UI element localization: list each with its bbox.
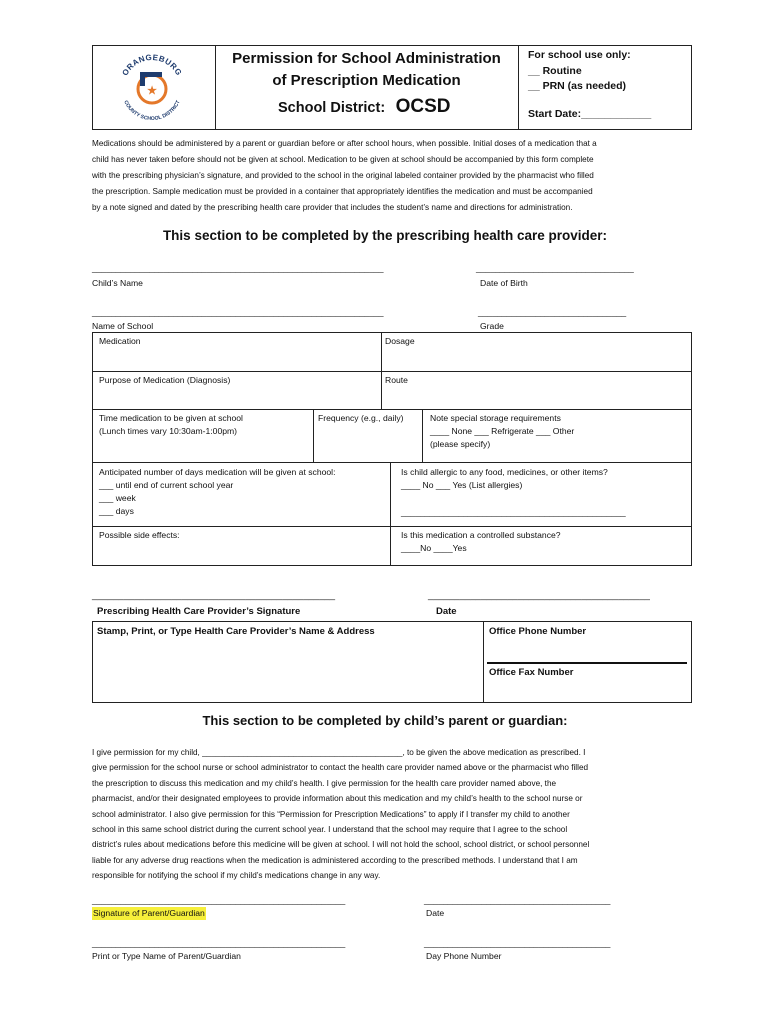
days-option-year[interactable]: ___ until end of current school year: [99, 480, 234, 490]
parent-permission-paragraph: [92, 745, 692, 884]
permission-line: school in this same school district during the current school year. I understand that the school may require that I agree to the school: [92, 825, 568, 835]
parent-section-heading: This section to be completed by child’s parent or guardian:: [202, 713, 568, 728]
table-rule: [92, 526, 692, 527]
table-rule: [92, 462, 692, 463]
frequency-field[interactable]: Frequency (e.g., daily): [318, 413, 404, 423]
intro-paragraph: [92, 136, 692, 216]
days-title: Anticipated number of days medication will be given at school:: [99, 467, 336, 477]
permission-line: liable for any adverse drug reactions when the medication is administered according to the prescribed methods. I understand that I am: [92, 855, 578, 865]
table-rule: [390, 462, 391, 566]
controlled-question: Is this medication a controlled substance?: [401, 530, 561, 540]
storage-options[interactable]: ____ None ___ Refrigerate ___ Other: [430, 426, 575, 436]
provider-stamp-field[interactable]: Stamp, Print, or Type Health Care Provider’s Name & Address: [97, 626, 375, 637]
permission-line: responsible for notifying the school if my child’s medications change in any way.: [92, 871, 381, 881]
provider-section-heading: This section to be completed by the prescribing health care provider:: [162, 228, 608, 243]
parent-signature-label: Signature of Parent/Guardian: [93, 908, 205, 918]
days-option-week[interactable]: ___ week: [99, 493, 136, 503]
school-name-line[interactable]: _____________________________________________________________: [92, 307, 384, 317]
allergic-options[interactable]: ____ No ___ Yes (List allergies): [401, 480, 523, 490]
start-date-field[interactable]: Start Date:____________: [528, 108, 652, 120]
header-divider: [518, 45, 519, 130]
parent-print-name-label: Print or Type Name of Parent/Guardian: [92, 951, 241, 961]
allergy-list-line[interactable]: _______________________________________________: [401, 507, 626, 517]
permission-line: the prescription to discuss this medication and my child’s health. I give permission for the health care provider named above, the: [92, 778, 557, 788]
parent-phone-label: Day Phone Number: [426, 951, 502, 961]
child-name-line[interactable]: _____________________________________________________________: [92, 263, 384, 273]
provider-signature-line[interactable]: ______________________________________________: [92, 590, 336, 601]
storage-specify: (please specify): [430, 439, 491, 449]
svg-text:★: ★: [147, 85, 157, 97]
permission-line: district’s rules about medications before this medicine will be given at school. I will not hold the school, school district, or school personnel: [92, 840, 590, 850]
provider-date-label: Date: [436, 606, 457, 617]
allergic-question: Is child allergic to any food, medicines, or other items?: [401, 467, 608, 477]
routine-option[interactable]: __ Routine: [528, 65, 582, 77]
provider-date-line[interactable]: __________________________________________: [428, 590, 650, 601]
dosage-field[interactable]: Dosage: [385, 336, 415, 346]
dob-line[interactable]: _________________________________: [476, 263, 634, 273]
permission-line: pharmacist, and/or their designated employees to provide information about this medication and my child’s health to the school nurse or: [92, 794, 583, 804]
grade-line[interactable]: _______________________________: [478, 307, 627, 317]
school-name-label: Name of School: [92, 321, 154, 331]
prn-option[interactable]: __ PRN (as needed): [528, 80, 627, 92]
office-phone-rule: [487, 662, 687, 664]
medication-field[interactable]: Medication: [99, 336, 141, 346]
time-given-field[interactable]: Time medication to be given at school: [99, 413, 243, 423]
intro-line: by a note signed and dated by the prescribing health care provider that includes the student’s name and directions for administration.: [92, 203, 573, 212]
intro-line: with the prescribing physician’s signature, and provided to the school in the original labeled container provided by the pharmacist who filled: [92, 171, 594, 180]
office-phone-field[interactable]: Office Phone Number: [489, 626, 587, 637]
school-district-value: OCSD: [395, 96, 451, 117]
controlled-options[interactable]: ____No ____Yes: [401, 543, 467, 553]
office-fax-field[interactable]: Office Fax Number: [489, 667, 574, 678]
lunch-times-note: (Lunch times vary 10:30am-1:00pm): [99, 426, 238, 436]
days-option-days[interactable]: ___ days: [99, 506, 134, 516]
table-rule: [381, 332, 382, 409]
table-rule: [92, 371, 692, 372]
intro-line: Medications should be administered by a parent or guardian before or after school hours, when possible. Initial doses of a medication that a: [92, 139, 597, 148]
side-effects-field[interactable]: Possible side effects:: [99, 530, 180, 540]
dob-label: Date of Birth: [480, 278, 528, 288]
purpose-field[interactable]: Purpose of Medication (Diagnosis): [99, 375, 231, 385]
table-rule: [92, 409, 692, 410]
school-district-row: [278, 96, 451, 118]
permission-line: give permission for the school nurse or school administrator to contact the health care provider named above or the pharmacist who filled: [92, 763, 589, 773]
district-logo: [112, 48, 192, 128]
parent-print-name-line[interactable]: _____________________________________________________: [92, 938, 346, 948]
parent-phone-line[interactable]: _______________________________________: [424, 938, 611, 948]
parent-date-label: Date: [426, 908, 445, 918]
child-name-label: Child’s Name: [92, 278, 143, 288]
intro-line: the prescription. Sample medication must be provided in a container that appropriately identifies the medication and must be accompanied: [92, 187, 593, 196]
parent-date-line[interactable]: _______________________________________: [424, 895, 611, 905]
storage-title: Note special storage requirements: [430, 413, 561, 423]
form-title-line1: Permission for School Administration: [232, 50, 501, 67]
medication-table: [92, 332, 692, 566]
permission-line: school administrator. I also give permission for this “Permission for Prescription Medications” to apply if I transfer my child to another: [92, 809, 570, 819]
grade-label: Grade: [480, 321, 504, 331]
logo-top-text: ORANGEBURG: [120, 52, 184, 78]
school-use-title: For school use only:: [528, 49, 631, 61]
logo-bottom-text: COUNTY SCHOOL DISTRICT: [122, 99, 182, 123]
route-field[interactable]: Route: [385, 375, 408, 385]
form-title-line2: of Prescription Medication: [272, 72, 461, 89]
intro-line: child has never taken before should not be given at school. Medication to be given at school should be accompanied by this form complete: [92, 155, 594, 164]
parent-signature-line[interactable]: _____________________________________________________: [92, 895, 346, 905]
school-district-label: School District:: [278, 100, 386, 116]
stamp-divider: [483, 621, 484, 703]
table-rule: [313, 409, 314, 462]
table-rule: [422, 409, 423, 462]
permission-line: I give permission for my child, ____________________________________________, to be given the above medication as prescribed. I: [92, 748, 586, 757]
provider-signature-label: Prescribing Health Care Provider’s Signature: [97, 606, 301, 617]
